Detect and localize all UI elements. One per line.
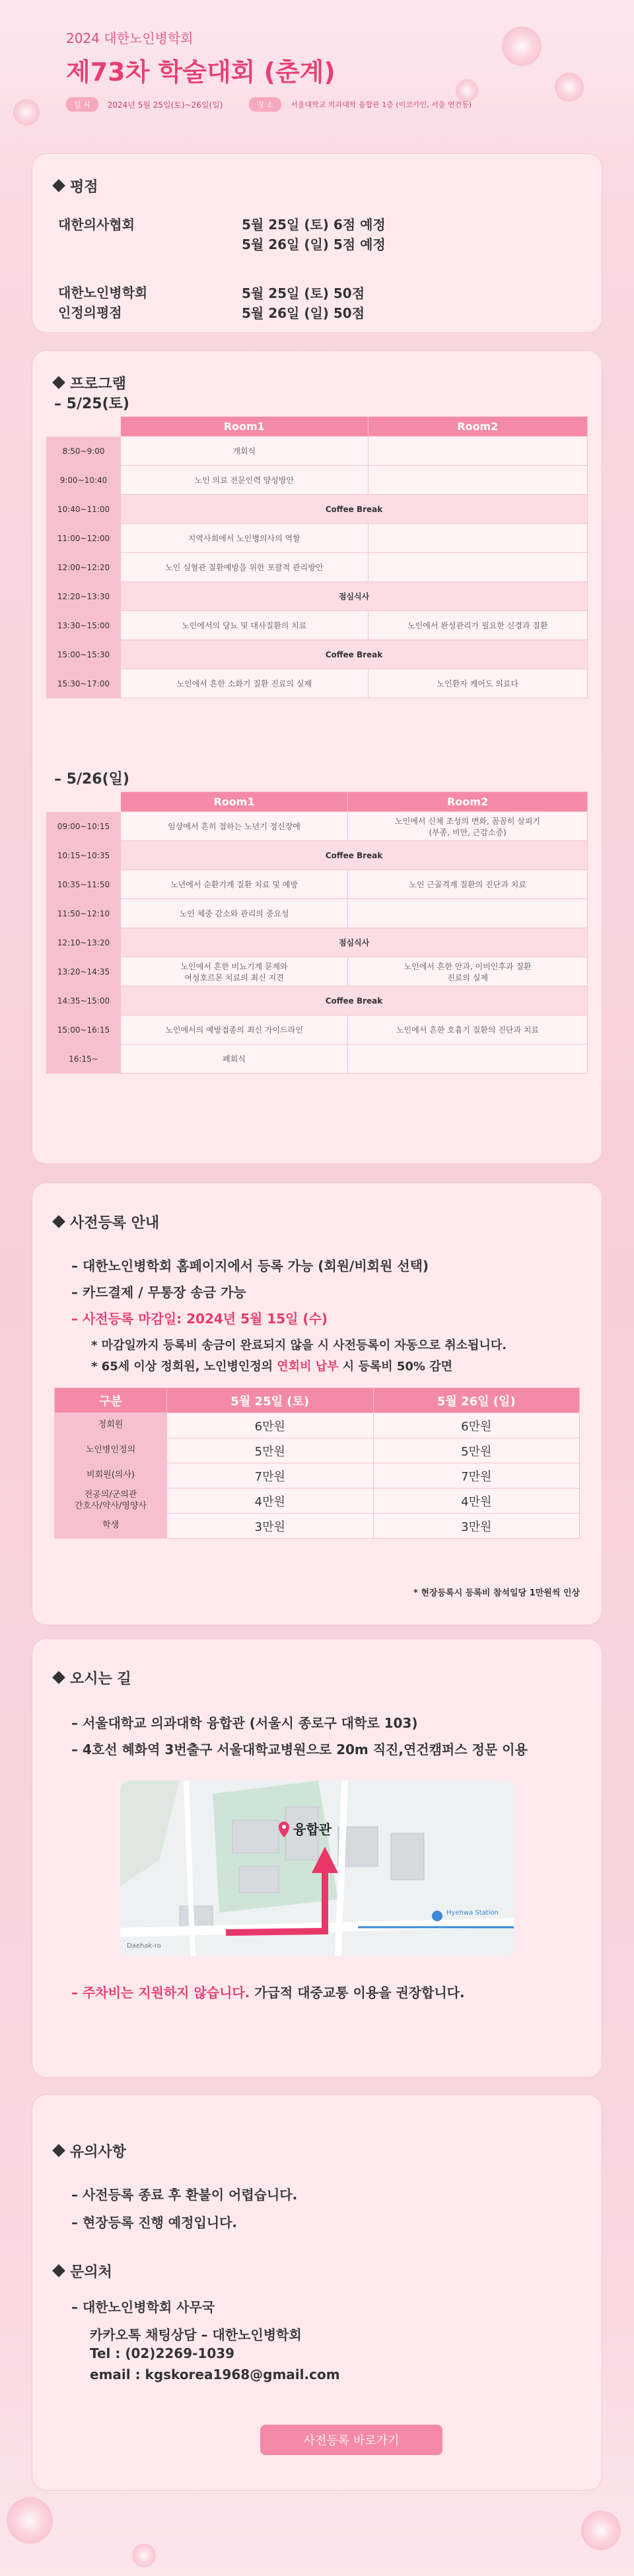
room1-session: 임상에서 흔히 접하는 노년기 정신장애 bbox=[121, 812, 348, 841]
schedule-row bbox=[47, 957, 588, 986]
room2-session bbox=[348, 899, 588, 928]
schedule-row bbox=[47, 524, 588, 553]
event-info bbox=[66, 97, 472, 112]
schedule-time: 13:20~14:35 bbox=[47, 957, 121, 986]
fee-row bbox=[55, 1413, 580, 1438]
fee-amount: 4만원 bbox=[373, 1489, 580, 1514]
schedule-time: 9:00~10:40 bbox=[47, 466, 121, 495]
room1-header: Room1 bbox=[121, 417, 369, 437]
schedule-row bbox=[47, 553, 588, 582]
fee-note: * 현장등록시 등록비 참석일당 1만원씩 인상 bbox=[413, 1588, 580, 1598]
fee-amount: 7만원 bbox=[373, 1463, 580, 1489]
schedule-row bbox=[47, 870, 588, 899]
map-road-label: Daehak-ro bbox=[127, 1942, 161, 1950]
register-button[interactable]: 사전등록 바로가기 bbox=[260, 2425, 442, 2455]
location-map[interactable] bbox=[120, 1781, 514, 1956]
score-org-2: 대한노인병학회 인정의평점 bbox=[58, 285, 148, 320]
fee-amount: 6만원 bbox=[167, 1413, 374, 1438]
schedule-row bbox=[47, 928, 588, 957]
schedule-row bbox=[47, 669, 588, 698]
room1-session: 개회식 bbox=[121, 437, 369, 466]
fee-amount: 4만원 bbox=[167, 1489, 374, 1514]
diamond-icon bbox=[52, 179, 65, 192]
room1-session: 지역사회에서 노인병의사의 역할 bbox=[121, 524, 369, 553]
directions-title: 오시는 길 bbox=[54, 1668, 131, 1688]
schedule-time: 15:00~16:15 bbox=[47, 1015, 121, 1045]
room2-session: 노인 근골격계 질환의 진단과 치료 bbox=[348, 870, 588, 899]
schedule-row bbox=[47, 1015, 588, 1045]
schedule-time: 15:00~15:30 bbox=[47, 640, 121, 669]
room2-header: Room2 bbox=[348, 792, 588, 812]
score-title: 평점 bbox=[54, 176, 98, 196]
room2-session bbox=[368, 524, 587, 553]
registration-title: 사전등록 안내 bbox=[54, 1212, 159, 1232]
contact-email[interactable]: email : kgskorea1968@gmail.com bbox=[90, 2367, 340, 2382]
schedule-row bbox=[47, 812, 588, 841]
fee-category: 전공의/군의관 간호사/약사/영양사 bbox=[55, 1489, 167, 1514]
registration-line: – 대한노인병학회 홈페이지에서 등록 가능 (회원/비회원 선택) bbox=[71, 1258, 429, 1274]
registration-line: – 카드결제 / 무통장 송금 가능 bbox=[71, 1284, 246, 1300]
page-title: 제73차 학술대회 (춘계) bbox=[66, 57, 335, 87]
map-graphic bbox=[120, 1781, 514, 1956]
schedule-break: Coffee Break bbox=[121, 640, 588, 669]
program-table-day1 bbox=[46, 416, 588, 698]
program-table-day2 bbox=[46, 791, 588, 1074]
schedule-row bbox=[47, 611, 588, 640]
schedule-time: 12:20~13:30 bbox=[47, 582, 121, 611]
fee-header: 구분 bbox=[55, 1388, 167, 1413]
fee-category: 정회원 bbox=[55, 1413, 167, 1438]
score-org-1: 대한의사협회 bbox=[58, 217, 135, 233]
schedule-time: 12:10~13:20 bbox=[47, 928, 121, 957]
registration-card bbox=[32, 1183, 602, 1625]
room2-session: 노인에서 흔한 안과, 이비인후과 질환 진료의 실제 bbox=[348, 957, 588, 986]
fee-category: 비회원(의사) bbox=[55, 1463, 167, 1489]
day1-label: – 5/25(토) bbox=[54, 396, 129, 412]
fee-category: 노인병인정의 bbox=[55, 1438, 167, 1463]
diamond-icon bbox=[52, 2264, 65, 2277]
score-line: 5월 26일 (일) 5점 예정 bbox=[242, 237, 386, 252]
schedule-break: 점심식사 bbox=[121, 582, 588, 611]
room1-session: 노인 의료 전문인력 양성방안 bbox=[121, 466, 369, 495]
place-label: 장 소 bbox=[249, 97, 281, 112]
fee-header: 5월 26일 (일) bbox=[373, 1388, 580, 1413]
diamond-icon bbox=[52, 1671, 65, 1684]
schedule-row bbox=[47, 437, 588, 466]
notice-line: – 현장등록 진행 예정입니다. bbox=[71, 2215, 238, 2230]
blossom-decoration bbox=[132, 2544, 156, 2567]
schedule-time: 16:15~ bbox=[47, 1045, 121, 1074]
room2-session: 노인환자 케어도 의료다 bbox=[368, 669, 587, 698]
map-station-label: Hyehwa Station bbox=[446, 1909, 499, 1917]
fee-amount: 3만원 bbox=[167, 1514, 374, 1539]
schedule-row bbox=[47, 1045, 588, 1074]
notice-card bbox=[32, 2094, 602, 2491]
room2-session: 노인에서 신체 조성의 변화, 꼼꼼히 살피기 (부종, 비만, 근감소증) bbox=[348, 812, 588, 841]
score-line: 5월 25일 (토) 6점 예정 bbox=[242, 217, 386, 233]
room1-session: 노인에서의 예방접종의 최신 가이드라인 bbox=[121, 1015, 348, 1045]
room2-session bbox=[368, 553, 587, 582]
room1-session: 노인 심혈관 질환예방을 위한 포괄적 관리방안 bbox=[121, 553, 369, 582]
schedule-row bbox=[47, 495, 588, 524]
program-card bbox=[32, 350, 602, 1164]
schedule-row bbox=[47, 841, 588, 870]
schedule-row bbox=[47, 466, 588, 495]
fee-row bbox=[55, 1438, 580, 1463]
room2-header: Room2 bbox=[368, 417, 587, 437]
room1-session: 노인에서 흔한 소화기 질환 진료의 실제 bbox=[121, 669, 369, 698]
map-label: 융합관 bbox=[293, 1822, 332, 1837]
schedule-time: 13:30~15:00 bbox=[47, 611, 121, 640]
room2-session bbox=[368, 466, 587, 495]
program-title: 프로그램 bbox=[54, 373, 126, 393]
schedule-break: Coffee Break bbox=[121, 841, 588, 870]
date-label: 일 시 bbox=[66, 97, 98, 112]
schedule-time: 10:40~11:00 bbox=[47, 495, 121, 524]
room1-session: 노인 체중 감소와 관리의 중요성 bbox=[121, 899, 348, 928]
schedule-break: Coffee Break bbox=[121, 495, 588, 524]
contact-line: – 대한노인병학회 사무국 bbox=[71, 2299, 215, 2315]
schedule-time: 14:35~15:00 bbox=[47, 986, 121, 1015]
place-value: 서울대학교 의과대학 융합관 1층 (이코카인, 서울 연건동) bbox=[291, 100, 472, 109]
fee-row bbox=[55, 1489, 580, 1514]
fee-row bbox=[55, 1463, 580, 1489]
fee-amount: 7만원 bbox=[167, 1463, 374, 1489]
schedule-time: 10:35~11:50 bbox=[47, 870, 121, 899]
schedule-time: 10:15~10:35 bbox=[47, 841, 121, 870]
schedule-row bbox=[47, 986, 588, 1015]
schedule-time: 8:50~9:00 bbox=[47, 437, 121, 466]
notice-line: – 사전등록 종료 후 환불이 어렵습니다. bbox=[71, 2187, 298, 2203]
schedule-time: 11:50~12:10 bbox=[47, 899, 121, 928]
directions-line: – 서울대학교 의과대학 융합관 (서울시 종로구 대학로 103) bbox=[71, 1715, 418, 1731]
room1-session: 노인에서 흔한 비뇨기계 문제와 여성호르몬 치료의 최신 지견 bbox=[121, 957, 348, 986]
diamond-icon bbox=[52, 376, 65, 389]
fee-amount: 3만원 bbox=[373, 1514, 580, 1539]
schedule-row bbox=[47, 640, 588, 669]
score-card bbox=[32, 153, 602, 333]
blossom-decoration bbox=[7, 2497, 53, 2544]
contact-kakao: 카카오톡 채팅상담 – 대한노인병학회 bbox=[90, 2327, 302, 2343]
contact-title: 문의처 bbox=[54, 2261, 112, 2281]
schedule-time: 12:00~12:20 bbox=[47, 553, 121, 582]
room2-session: 노인에서 완성관리가 필요한 신경과 질환 bbox=[368, 611, 587, 640]
room1-session: 노인에서의 당뇨 및 대사질환의 치료 bbox=[121, 611, 369, 640]
fee-amount: 5만원 bbox=[373, 1438, 580, 1463]
fee-row bbox=[55, 1514, 580, 1539]
fee-amount: 5만원 bbox=[167, 1438, 374, 1463]
schedule-time: 09:00~10:15 bbox=[47, 812, 121, 841]
room1-session: 노년에서 순환기계 질환 치료 및 예방 bbox=[121, 870, 348, 899]
day2-label: – 5/26(일) bbox=[54, 771, 129, 788]
schedule-time: 15:30~17:00 bbox=[47, 669, 121, 698]
room1-session: 폐회식 bbox=[121, 1045, 348, 1074]
room1-header: Room1 bbox=[121, 792, 348, 812]
notice-title: 유의사항 bbox=[54, 2141, 126, 2161]
directions-card bbox=[32, 1638, 602, 2078]
registration-note: * 65세 이상 정회원, 노인병인정의 연회비 납부 시 등록비 50% 감면 bbox=[91, 1360, 452, 1374]
schedule-break: Coffee Break bbox=[121, 986, 588, 1015]
diamond-icon bbox=[52, 2144, 65, 2157]
room2-session bbox=[368, 437, 587, 466]
org-name: 2024 대한노인병학회 bbox=[66, 30, 194, 46]
score-line: 5월 25일 (토) 50점 bbox=[242, 285, 365, 301]
registration-note: * 마감일까지 등록비 송금이 완료되지 않을 시 사전등록이 자동으로 취소됩니다. bbox=[91, 1339, 507, 1352]
registration-deadline: – 사전등록 마감일: 2024년 5월 15일 (수) bbox=[71, 1311, 328, 1327]
blossom-decoration bbox=[581, 2511, 621, 2550]
fee-header: 5월 25일 (토) bbox=[167, 1388, 374, 1413]
parking-notice: – 주차비는 지원하지 않습니다. 가급적 대중교통 이용을 권장합니다. bbox=[71, 1985, 465, 2001]
schedule-break: 점심식사 bbox=[121, 928, 588, 957]
schedule-time: 11:00~12:00 bbox=[47, 524, 121, 553]
fee-category: 학생 bbox=[55, 1514, 167, 1539]
date-value: 2024년 5월 25일(토)~26일(일) bbox=[107, 100, 223, 110]
room2-session bbox=[348, 1045, 588, 1074]
score-line: 5월 26일 (일) 50점 bbox=[242, 305, 365, 321]
fee-amount: 6만원 bbox=[373, 1413, 580, 1438]
contact-tel: Tel : (02)2269-1039 bbox=[90, 2345, 235, 2361]
schedule-row bbox=[47, 899, 588, 928]
schedule-row bbox=[47, 582, 588, 611]
fee-table bbox=[54, 1387, 580, 1539]
room2-session: 노인에서 흔한 호흡기 질환의 진단과 치료 bbox=[348, 1015, 588, 1045]
diamond-icon bbox=[52, 1215, 65, 1228]
header bbox=[0, 0, 634, 132]
directions-line: – 4호선 혜화역 3번출구 서울대학교병원으로 20m 직진,연건캠퍼스 정문 이용 bbox=[71, 1742, 528, 1757]
